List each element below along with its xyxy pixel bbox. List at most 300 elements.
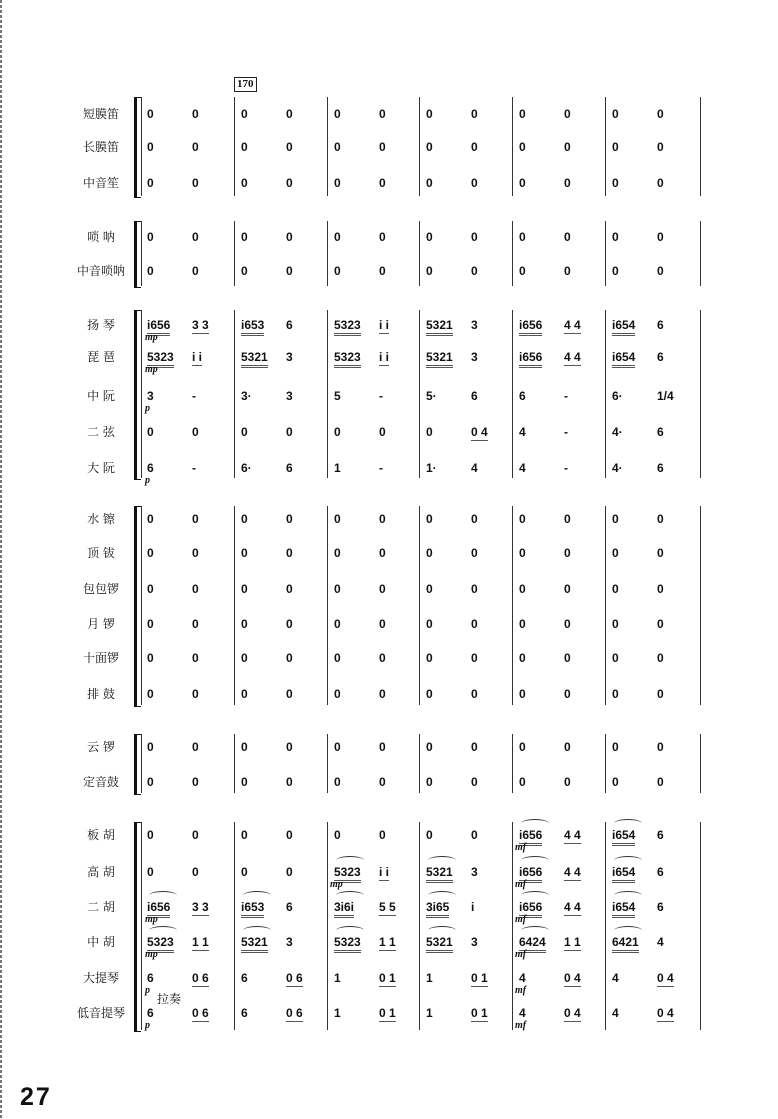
note-cell: 0 [147,775,154,789]
note-cell: 0 [192,740,199,754]
note-cell: 0 [286,425,293,439]
note-cell: 0 [612,740,619,754]
note-cell: 0 [147,546,154,560]
note-cell: 4· [612,461,623,475]
note-cell: 0 6 [192,971,209,985]
dynamic-marking: p [145,985,150,996]
note-cell: i654 [612,350,635,368]
note-cell: 0 [612,264,619,278]
slur-mark [336,926,364,935]
note-cell: 0 [192,865,199,879]
note-cell: 4 [519,971,526,985]
barline-start [141,822,142,1030]
barline [605,97,606,196]
note-cell: 0 [241,425,248,439]
system-bracket-timpani [134,734,141,795]
note-cell: i654 [612,900,635,918]
note-cell: 0 [657,617,664,631]
dynamic-marking: p [145,1020,150,1031]
dynamic-marking: p [145,403,150,414]
barline [234,822,235,1030]
note-cell: 0 [241,107,248,121]
note-cell: 0 [334,264,341,278]
note-cell: 0 4 [657,1006,674,1020]
note-cell: 6 [657,425,664,439]
note-cell: 3 [471,350,478,364]
note-cell: 0 [147,687,154,701]
note-cell: i i [379,318,390,332]
note-cell: 0 [612,617,619,631]
technique-marking: 拉奏 [157,992,182,1006]
note-cell: 0 [241,230,248,244]
note-cell: 5321 [241,935,268,953]
page-number: 27 [20,1083,52,1111]
note-cell: 0 [334,582,341,596]
note-cell: 0 [379,230,386,244]
dynamic-marking: mf [515,985,527,996]
slur-mark [243,891,271,900]
instrument-label: 琵 琶 [87,350,115,364]
barline [327,310,328,478]
note-cell: 0 [241,264,248,278]
system-bracket-plucked [134,310,141,480]
note-cell: 0 [612,107,619,121]
barline [512,506,513,705]
barline [512,221,513,286]
note-cell: 0 [471,617,478,631]
note-cell: 0 [471,107,478,121]
note-cell: 0 [379,512,386,526]
note-cell: 0 [192,546,199,560]
instrument-label: 扬 琴 [87,318,115,332]
note-cell: i i [379,865,390,879]
note-cell: 0 [612,582,619,596]
note-cell: 0 [657,740,664,754]
barline [327,506,328,705]
note-cell: 1 [334,461,341,475]
note-cell: 0 [241,512,248,526]
note-cell: 0 [241,775,248,789]
note-cell: 6 [657,350,664,364]
instrument-label: 云 锣 [87,740,115,754]
note-cell: 0 [286,651,293,665]
note-cell: 0 [519,176,526,190]
note-cell: 3 [286,935,293,949]
slur-mark [614,856,642,865]
note-cell: 0 [657,264,664,278]
note-cell: 0 [192,425,199,439]
barline-start [141,310,142,478]
note-cell: 0 1 [471,971,488,985]
note-cell: 0 [612,176,619,190]
note-cell: 0 [147,107,154,121]
barline [700,506,701,705]
note-cell: 0 [519,512,526,526]
note-cell: 0 [564,582,571,596]
dynamic-marking: mf [515,879,527,890]
note-cell: 0 [519,651,526,665]
note-cell: 0 4 [657,971,674,985]
note-cell: 4 4 [564,318,581,332]
note-cell: i656 [147,318,170,336]
dynamic-marking: p [145,475,150,486]
note-cell: 0 [147,140,154,154]
note-cell: 0 [519,140,526,154]
slur-mark [149,891,177,900]
note-cell: 0 [241,687,248,701]
system-bracket-percussion [134,506,141,707]
note-cell: 0 [471,264,478,278]
note-cell: 3 [147,389,154,403]
note-cell: 0 [564,140,571,154]
note-cell: 0 [147,264,154,278]
slur-mark [614,926,642,935]
barline [419,221,420,286]
instrument-label: 大 阮 [87,461,115,475]
note-cell: 4 4 [564,350,581,364]
note-cell: 6 [286,318,293,332]
note-cell: 4 [612,971,619,985]
note-cell: 0 [471,230,478,244]
barline [327,734,328,793]
note-cell: 6· [612,389,623,403]
slur-mark [428,891,456,900]
instrument-label: 十面锣 [82,651,119,665]
instrument-label: 短膜笛 [82,107,119,121]
note-cell: 0 [564,775,571,789]
note-cell: 3 [286,389,293,403]
note-cell: 3i65 [426,900,449,918]
note-cell: 0 1 [379,1006,396,1020]
dynamic-marking: mf [515,914,527,925]
note-cell: 0 [334,775,341,789]
note-cell: 5323 [334,350,361,368]
note-cell: 5 [334,389,341,403]
note-cell: 0 [426,425,433,439]
instrument-label: 中 胡 [87,935,115,949]
slur-mark [336,891,364,900]
page-edge [0,0,2,1119]
dynamic-marking: mp [330,879,343,890]
note-cell: - [379,389,383,403]
note-cell: 0 [564,176,571,190]
note-cell: 1 [334,971,341,985]
system-bracket-suona [134,221,141,288]
note-cell: 0 [612,687,619,701]
instrument-label: 长膜笛 [82,140,119,154]
slur-mark [336,856,364,865]
note-cell: i656 [519,318,542,336]
slur-mark [428,856,456,865]
note-cell: 0 [241,546,248,560]
note-cell: 0 [379,775,386,789]
note-cell: 5 5 [379,900,396,914]
note-cell: 5321 [426,350,453,368]
note-cell: 0 4 [471,425,488,439]
note-cell: 0 [519,264,526,278]
note-cell: 0 [612,512,619,526]
note-cell: 3 [286,350,293,364]
note-cell: 6 [519,389,526,403]
note-cell: 0 [379,140,386,154]
note-cell: 0 [426,546,433,560]
note-cell: 3· [241,389,252,403]
note-cell: 4 4 [564,865,581,879]
dynamic-marking: mf [515,842,527,853]
note-cell: 6 [147,461,154,475]
note-cell: 0 [286,582,293,596]
note-cell: 0 [334,651,341,665]
note-cell: 0 [192,176,199,190]
note-cell: 0 [471,651,478,665]
note-cell: 5321 [241,350,268,368]
instrument-label: 唢 呐 [87,230,115,244]
note-cell: i i [379,350,390,364]
note-cell: 0 [564,512,571,526]
note-cell: 0 [519,775,526,789]
dynamic-marking: mf [515,1020,527,1031]
note-cell: 0 [564,617,571,631]
note-cell: 0 [519,546,526,560]
note-cell: 4· [612,425,623,439]
note-cell: 0 [379,107,386,121]
note-cell: i653 [241,900,264,918]
slur-mark [521,926,549,935]
slur-mark [149,926,177,935]
note-cell: 5323 [334,935,361,953]
barline [234,734,235,793]
slur-mark [614,891,642,900]
note-cell: 0 [192,617,199,631]
note-cell: 0 [379,617,386,631]
note-cell: 0 [286,865,293,879]
note-cell: 5321 [426,318,453,336]
instrument-label: 排 鼓 [87,687,115,701]
note-cell: 0 [192,582,199,596]
barline-start [141,221,142,286]
instrument-label: 定音鼓 [82,775,119,789]
note-cell: 3 3 [192,900,209,914]
note-cell: 1/4 [657,389,674,403]
barline [512,734,513,793]
instrument-label: 月 锣 [87,617,115,631]
note-cell: 0 [147,512,154,526]
barline [605,506,606,705]
slur-mark [521,856,549,865]
note-cell: 5323 [334,318,361,336]
note-cell: - [564,425,568,439]
instrument-label: 中音唢呐 [76,264,125,278]
note-cell: 0 [147,230,154,244]
barline [512,97,513,196]
note-cell: 0 [564,264,571,278]
note-cell: 0 [379,740,386,754]
barline [419,506,420,705]
note-cell: 0 [657,107,664,121]
barline [419,97,420,196]
instrument-label: 中音笙 [82,176,119,190]
note-cell: 0 [286,140,293,154]
system-bracket-bowed [134,822,141,1032]
note-cell: 0 [192,775,199,789]
note-cell: 6 [657,865,664,879]
note-cell: i656 [147,900,170,918]
note-cell: 3i6i [334,900,354,918]
note-cell: 0 [612,230,619,244]
note-cell: 1 [426,1006,433,1020]
note-cell: 0 [471,546,478,560]
note-cell: 0 [147,617,154,631]
note-cell: 0 6 [192,1006,209,1020]
note-cell: 0 [192,828,199,842]
system-bracket-winds [134,97,141,198]
note-cell: i654 [612,865,635,883]
barline [512,822,513,1030]
note-cell: 0 [334,687,341,701]
note-cell: 0 [334,512,341,526]
barline [327,221,328,286]
note-cell: 0 [564,651,571,665]
slur-mark [521,819,549,828]
note-cell: i654 [612,318,635,336]
note-cell: 0 [192,107,199,121]
dynamic-marking: mp [145,332,158,343]
note-cell: 0 [379,546,386,560]
note-cell: 0 [334,617,341,631]
note-cell: 0 [519,107,526,121]
note-cell: 6 [147,971,154,985]
note-cell: 0 [426,107,433,121]
note-cell: 0 [612,651,619,665]
note-cell: - [192,389,196,403]
barline [234,221,235,286]
note-cell: 0 [147,176,154,190]
note-cell: i656 [519,350,542,368]
note-cell: 1 1 [564,935,581,949]
barline [605,221,606,286]
rehearsal-mark: 170 [234,77,257,92]
note-cell: 0 [147,828,154,842]
note-cell: 3 3 [192,318,209,332]
note-cell: 6 [241,1006,248,1020]
note-cell: 0 [286,264,293,278]
note-cell: 0 [192,140,199,154]
note-cell: 0 [657,651,664,665]
note-cell: 5323 [334,865,361,883]
note-cell: 1 1 [192,935,209,949]
note-cell: 1 1 [379,935,396,949]
note-cell: 6 [241,971,248,985]
note-cell: 0 1 [379,971,396,985]
dynamic-marking: mp [145,364,158,375]
instrument-label: 顶 钹 [87,546,115,560]
note-cell: 6 [657,318,664,332]
note-cell: 0 [286,775,293,789]
note-cell: 0 [657,140,664,154]
note-cell: 4 [612,1006,619,1020]
slur-mark [243,926,271,935]
note-cell: 4 [471,461,478,475]
note-cell: 0 [286,687,293,701]
instrument-label: 大提琴 [82,971,119,985]
note-cell: 0 [241,865,248,879]
note-cell: 0 [564,546,571,560]
instrument-label: 二 弦 [87,425,115,439]
note-cell: 0 [519,582,526,596]
note-cell: 0 [657,512,664,526]
note-cell: 1 [426,971,433,985]
note-cell: 0 [241,651,248,665]
note-cell: - [379,461,383,475]
note-cell: 4 4 [564,900,581,914]
note-cell: 0 [426,651,433,665]
note-cell: 0 [334,230,341,244]
note-cell: 3 [471,935,478,949]
note-cell: 0 [564,230,571,244]
note-cell: 0 [426,582,433,596]
note-cell: 3 [471,318,478,332]
note-cell: 5321 [426,865,453,883]
barline [512,310,513,478]
note-cell: 0 [657,176,664,190]
note-cell: 0 [241,140,248,154]
note-cell: 0 [334,546,341,560]
note-cell: 0 [426,230,433,244]
note-cell: 6 [657,828,664,842]
note-cell: 0 [657,687,664,701]
note-cell: 0 [379,828,386,842]
note-cell: 6· [241,461,252,475]
note-cell: 6424 [519,935,546,953]
note-cell: 5323 [147,350,174,368]
instrument-label: 低音提琴 [76,1006,125,1020]
note-cell: i653 [241,318,264,336]
barline [700,97,701,196]
dynamic-marking: mp [145,914,158,925]
note-cell: 0 [612,775,619,789]
note-cell: 6 [286,461,293,475]
note-cell: 6 [147,1006,154,1020]
barline [419,310,420,478]
note-cell: 6 [286,900,293,914]
note-cell: 0 [334,140,341,154]
note-cell: 0 [564,107,571,121]
note-cell: 0 [426,775,433,789]
note-cell: 5· [426,389,437,403]
note-cell: 0 [379,651,386,665]
note-cell: i656 [519,900,542,918]
note-cell: 0 [334,740,341,754]
note-cell: 0 [241,582,248,596]
note-cell: 4 [519,461,526,475]
note-cell: 6421 [612,935,639,953]
instrument-label: 水 镲 [87,512,115,526]
note-cell: 0 [286,617,293,631]
note-cell: i656 [519,865,542,883]
barline [700,822,701,1030]
note-cell: 0 [657,230,664,244]
note-cell: 0 [519,740,526,754]
note-cell: 0 [471,512,478,526]
note-cell: 0 [286,176,293,190]
note-cell: 0 [471,176,478,190]
barline [327,822,328,1030]
note-cell: 0 [519,230,526,244]
note-cell: 1 [334,1006,341,1020]
note-cell: 0 [426,140,433,154]
note-cell: 0 [147,425,154,439]
note-cell: 0 [379,264,386,278]
